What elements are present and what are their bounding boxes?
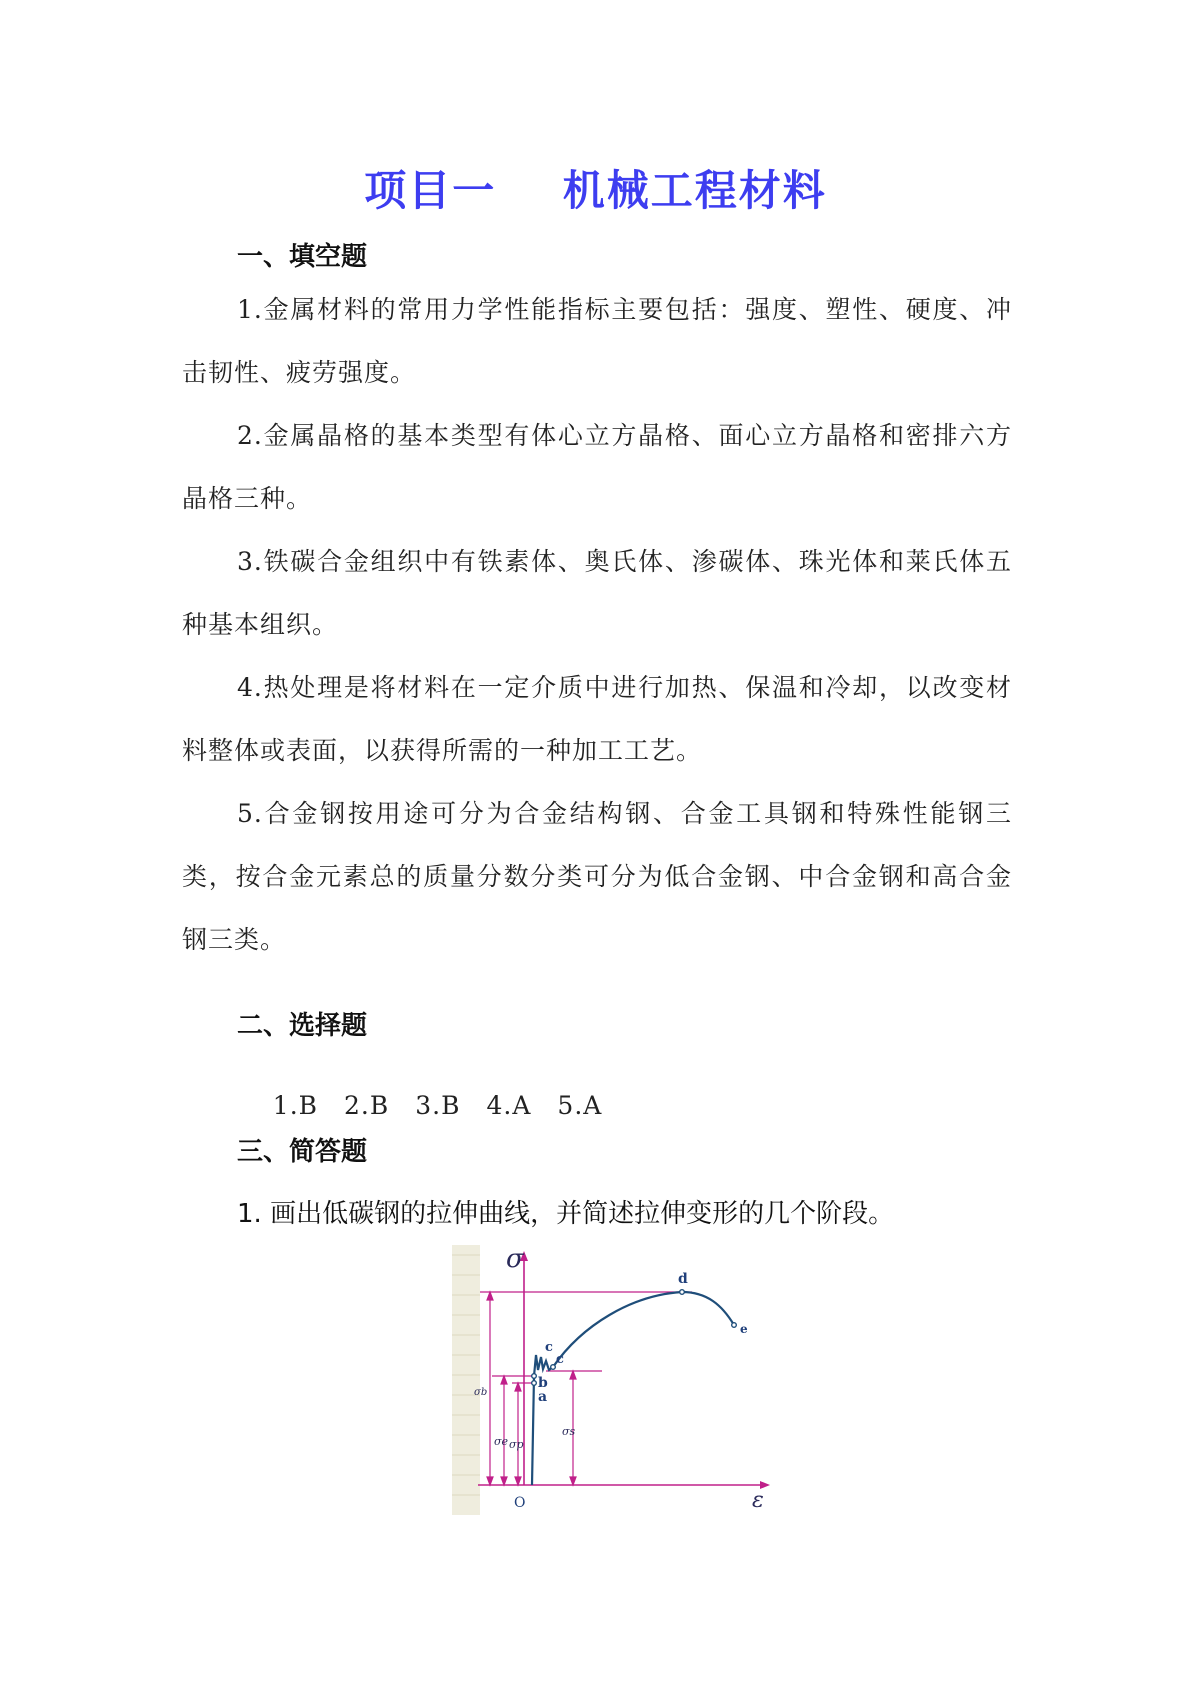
section-heading-short-answer: 三、简答题: [237, 1137, 368, 1167]
sigma-s-label: σs: [562, 1425, 576, 1438]
choice-answer-3: 3.B: [415, 1091, 461, 1120]
point-e: [732, 1323, 737, 1328]
choice-answer-1: 1.B: [272, 1091, 319, 1120]
label-c-prime: c: [556, 1352, 564, 1367]
point-a: [532, 1381, 537, 1386]
point-c: [551, 1365, 556, 1370]
sigma-e-label: σe: [494, 1435, 509, 1448]
fill-blank-item-3: 3.铁碳合金组织中有铁素体、奥氏体、渗碳体、珠光体和莱氏体五种基本组织。: [182, 547, 1012, 639]
label-a: a: [538, 1389, 548, 1405]
sigma-p-label: σp: [509, 1438, 524, 1451]
point-b: [532, 1374, 537, 1379]
y-axis-symbol: σ: [506, 1245, 524, 1274]
fill-blank-item-1: 1.金属材料的常用力学性能指标主要包括：强度、塑性、硬度、冲击韧性、疲劳强度。: [182, 295, 1012, 387]
fill-blank-item-4: 4.热处理是将材料在一定介质中进行加热、保温和冷却，以改变材料整体或表面，以获得所需的一种加工工艺。: [182, 673, 1012, 765]
section-heading-choice: 二、选择题: [237, 1011, 368, 1041]
stress-strain-curve: [532, 1292, 734, 1485]
choice-answer-2: 2.B: [344, 1091, 390, 1120]
short-answer-question-1: 1. 画出低碳钢的拉伸曲线，并简述拉伸变形的几个阶段。: [237, 1199, 895, 1229]
section-heading-fill-blank: 一、填空题: [237, 242, 368, 272]
label-b: b: [538, 1375, 548, 1391]
point-d: [680, 1290, 685, 1295]
page-title: 项目一 机械工程材料: [364, 166, 827, 215]
choice-answer-4: 4.A: [486, 1091, 532, 1120]
label-e: e: [740, 1322, 748, 1336]
sigma-b-label: σb: [474, 1387, 488, 1398]
x-axis-symbol: ε: [752, 1488, 764, 1513]
choice-answer-5: 5.A: [557, 1091, 603, 1120]
origin-label: O: [514, 1495, 526, 1511]
label-d: d: [678, 1271, 688, 1287]
label-c: c: [545, 1340, 553, 1355]
stress-strain-figure: [452, 1245, 782, 1515]
fill-blank-item-5: 5.合金钢按用途可分为合金结构钢、合金工具钢和特殊性能钢三类，按合金元素总的质量分数分类可分为低合金钢、中合金钢和高合金钢三类。: [182, 799, 1012, 954]
fill-blank-item-2: 2.金属晶格的基本类型有体心立方晶格、面心立方晶格和密排六方晶格三种。: [182, 421, 1012, 513]
